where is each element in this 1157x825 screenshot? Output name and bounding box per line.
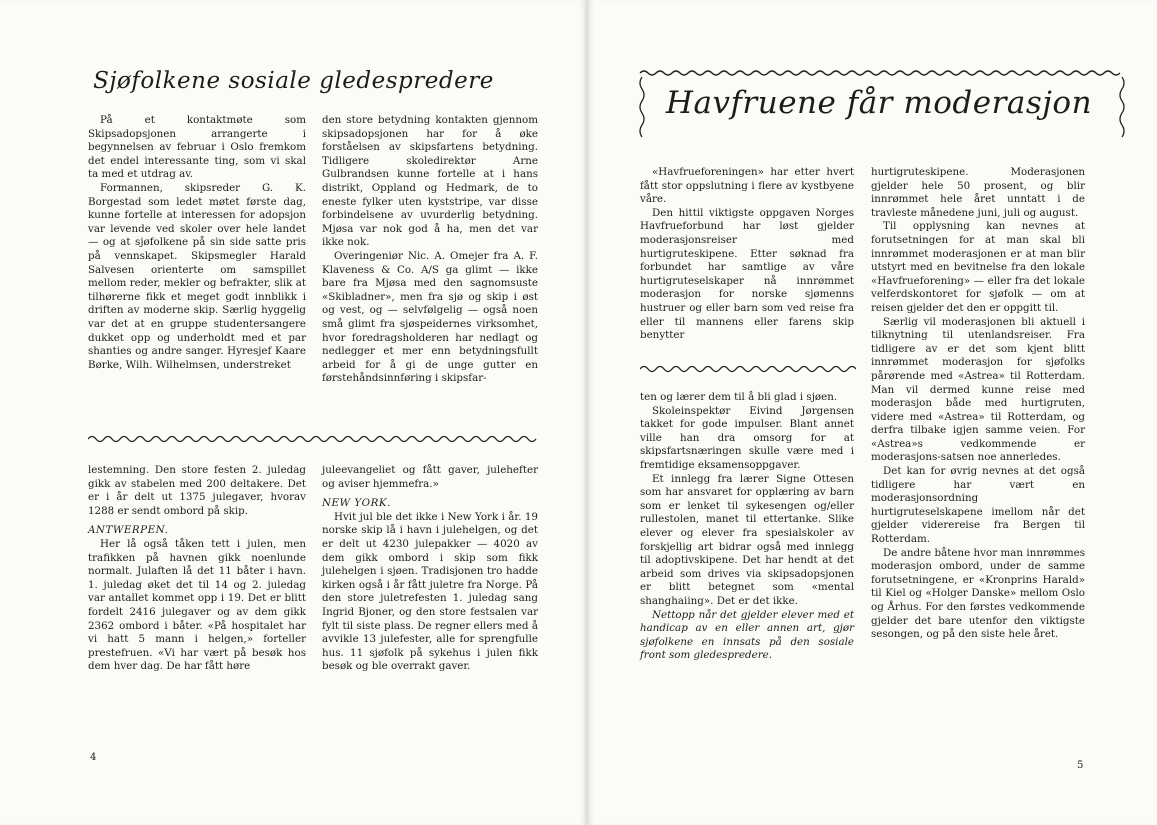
right-page xyxy=(587,0,1157,825)
paragraph: lestemning. Den store festen 2. juledag gikk av stabelen med 200 deltakere. Det er i år delt ut 1375 julegaver, hvorav 1288 er sendt ombord på skip. xyxy=(88,464,306,517)
page-number: 4 xyxy=(90,752,97,763)
article-column-4 xyxy=(322,464,538,674)
wavy-divider xyxy=(640,363,856,375)
paragraph: Den hittil viktigste oppgaven Norges Havfrueforbund har løst gjelder moderasjonsreiser med hurtigruteskipene. Etter søknad fra forbundet har samtlige av våre hurtigruteselskaper nå innrømmet moderasjon for norske sjømenns hustruer og eller barn som ved reise fra eller til mannens eller farens skip benytter xyxy=(640,206,854,342)
paragraph: «Havfrueforeningen» har etter hvert fått stor oppslutning i flere av kystbyene våre. xyxy=(640,166,854,206)
article-column-2 xyxy=(640,391,854,663)
title-frame xyxy=(634,63,1154,153)
paragraph: Det kan for øvrig nevnes at det også tidligere har vært en moderasjonsordning hurtigruteselskapene imellom når det gjelder viderereise fra Bergen til Rotterdam. xyxy=(871,465,1085,546)
paragraph: den store betydning kontakten gjennom skipsadopsjonen har for å øke forståelsen av skipsfartens betydning. Tidligere skoledirektør Arne Gulbrandsen kunne fortelle at i hans distrikt, Oppland og Hedmark, de to eneste fylker uten kyststripe, var disse forbindelsene av uvurderlig betydning. Mjøsa var nok god å ha, men det var ikke nok. xyxy=(322,114,538,249)
article-column-3 xyxy=(871,166,1085,642)
section-heading: ANTWERPEN. xyxy=(88,524,169,537)
article-title: Sjøfolkene sosiale gledespredere xyxy=(93,68,494,94)
paragraph: Særlig vil moderasjonen bli aktuell i tilknytning til utenlandsreiser. Fra tidligere av er det som kjent blitt innrømmet moderasjon for sjøfolks pårørende med «Astrea» til Rotterdam. Man vil dermed kunne reise med moderasjon både med hurtigruten, videre med «Astrea» til Rotterdam, og derfra tilbake igjen samme veien. For «Astrea»s vedkommende er moderasjons-satsen noe annerledes. xyxy=(871,315,1085,464)
article-column-1 xyxy=(640,166,854,343)
paragraph: På et kontaktmøte som Skipsadopsjonen arrangerte i begynnelsen av februar i Oslo fremkom det endel interessante ting, som vi skal ta med et utdrag av. xyxy=(88,114,306,181)
paragraph: Til opplysning kan nevnes at forutsetningen for at man skal bli innrømmet moderasjonen er at man blir utstyrt med en bevitnelse fra den lokale «Havfrueforening» — eller fra det lokale velferdskontoret for sjøfolk — om at reisen gjelder det den er oppgitt til. xyxy=(871,220,1085,314)
article-column-3 xyxy=(88,464,306,674)
paragraph: Her lå også tåken tett i julen, men trafikken på havnen gikk noenlunde normalt. Julaften lå det 11 båter i havn. 1. juledag øket det til 14 og 2. juledag var antallet kommet opp i 19. Det er blitt fordelt 2416 julegaver og av dem gikk 2362 ombord i båter. «På hospitalet har vi hatt 5 mann i helgen,» forteller prestefruen. «Vi har vært på besøk hos dem hver dag. De har fått høre xyxy=(88,537,306,673)
paragraph: Skoleinspektør Eivind Jørgensen takket for gode impulser. Blant annet ville han dra omsorg for at skipsfartsnæringen skulle være med i fremtidige eksamensoppgaver. xyxy=(640,404,854,471)
page-number: 5 xyxy=(1077,760,1084,771)
paragraph: Nettopp når det gjelder elever med et handicap av en eller annen art, gjør sjøfolkene en innsats på den sosiale front som gledespredere. xyxy=(640,608,854,662)
paragraph: Et innlegg fra lærer Signe Ottesen som har ansvaret for opplæring av barn som er lenket til sykesengen og/eller rullestolen, manet til ettertanke. Slike elever og elever fra spesialskoler av forskjellig art bidrar også med innlegg til adoptivskipene. Det har hendt at det arbeid som drives via skipsadopsjonen er blitt betegnet som «mental shanghaiing». Det er det ikke. xyxy=(640,472,854,607)
paragraph: juleevangeliet og fått gaver, julehefter og aviser hjemmefra.» xyxy=(322,464,538,490)
article-title: Havfruene får moderasjon xyxy=(665,85,1093,121)
paragraph: Hvit jul ble det ikke i New York i år. 19 norske skip lå i havn i julehelgen, og det er delt ut 4230 julepakker — 4020 av dem gikk ombord i skip som fikk julehelgen i sjøen. Tradisjonen tro hadde kirken også i år fått juletre fra Norge. På den store juletrefesten 1. juledag sang Ingrid Bjoner, og den store festsalen var fylt til siste plass. De regner ellers med å avvikle 13 julefester, alle for sprengfulle hus. 11 sjøfolk på sykehus i julen fikk besøk og ble overrakt gaver. xyxy=(322,510,538,673)
paragraph: De andre båtene hvor man innrømmes moderasjon ombord, under de samme forutsetningene, er «Kronprins Harald» til Kiel og «Holger Danske» mellom Oslo og Århus. For den førstes vedkommende gjelder det bare utenfor den viktigste sesongen, og på den siste hele året. xyxy=(871,546,1085,641)
section-heading: NEW YORK. xyxy=(322,497,391,510)
paragraph: ten og lærer dem til å bli glad i sjøen. xyxy=(640,391,838,403)
article-column-1 xyxy=(88,114,306,372)
wavy-divider xyxy=(88,433,540,445)
paragraph: hurtigruteskipene. Moderasjonen gjelder hele 50 prosent, og blir innrømmet hele året unntatt i de travleste månedene juni, juli og august. xyxy=(871,166,1085,219)
article-column-2 xyxy=(322,114,538,386)
paragraph: Formannen, skipsreder G. K. Borgestad som ledet møtet første dag, kunne fortelle at interessen for adopsjon var levende ved skoler over hele landet — og at sjøfolkene på sin side satte pris på vennskapet. Skipsmegler Harald Salvesen orienterte om samspillet mellom reder, mekler og befrakter, slik at tilhørerne fikk et meget godt innblikk i driften av moderne skip. Særlig hyggelig var det at en gruppe studentersangere dukket opp og underholdt med et par shanties og andre sanger. Hyresjef Kaare Børke, Wilh. Wilhelmsen, understreket xyxy=(88,181,306,371)
paragraph: Overingeniør Nic. A. Omejer fra A. F. Klaveness & Co. A/S ga glimt — ikke bare fra Mjøsa med den sagnomsuste «Skibladner», men fra sjø og skip i øst og vest, og — selvfølgelig — også noen små glimt fra sjøspeidernes virksomhet, hvor foredragsholderen har nedlagt og nedlegger et mer enn betydningsfullt arbeid for å gi de unge gutter en førstehåndsinnføring i skipsfar- xyxy=(322,249,538,385)
